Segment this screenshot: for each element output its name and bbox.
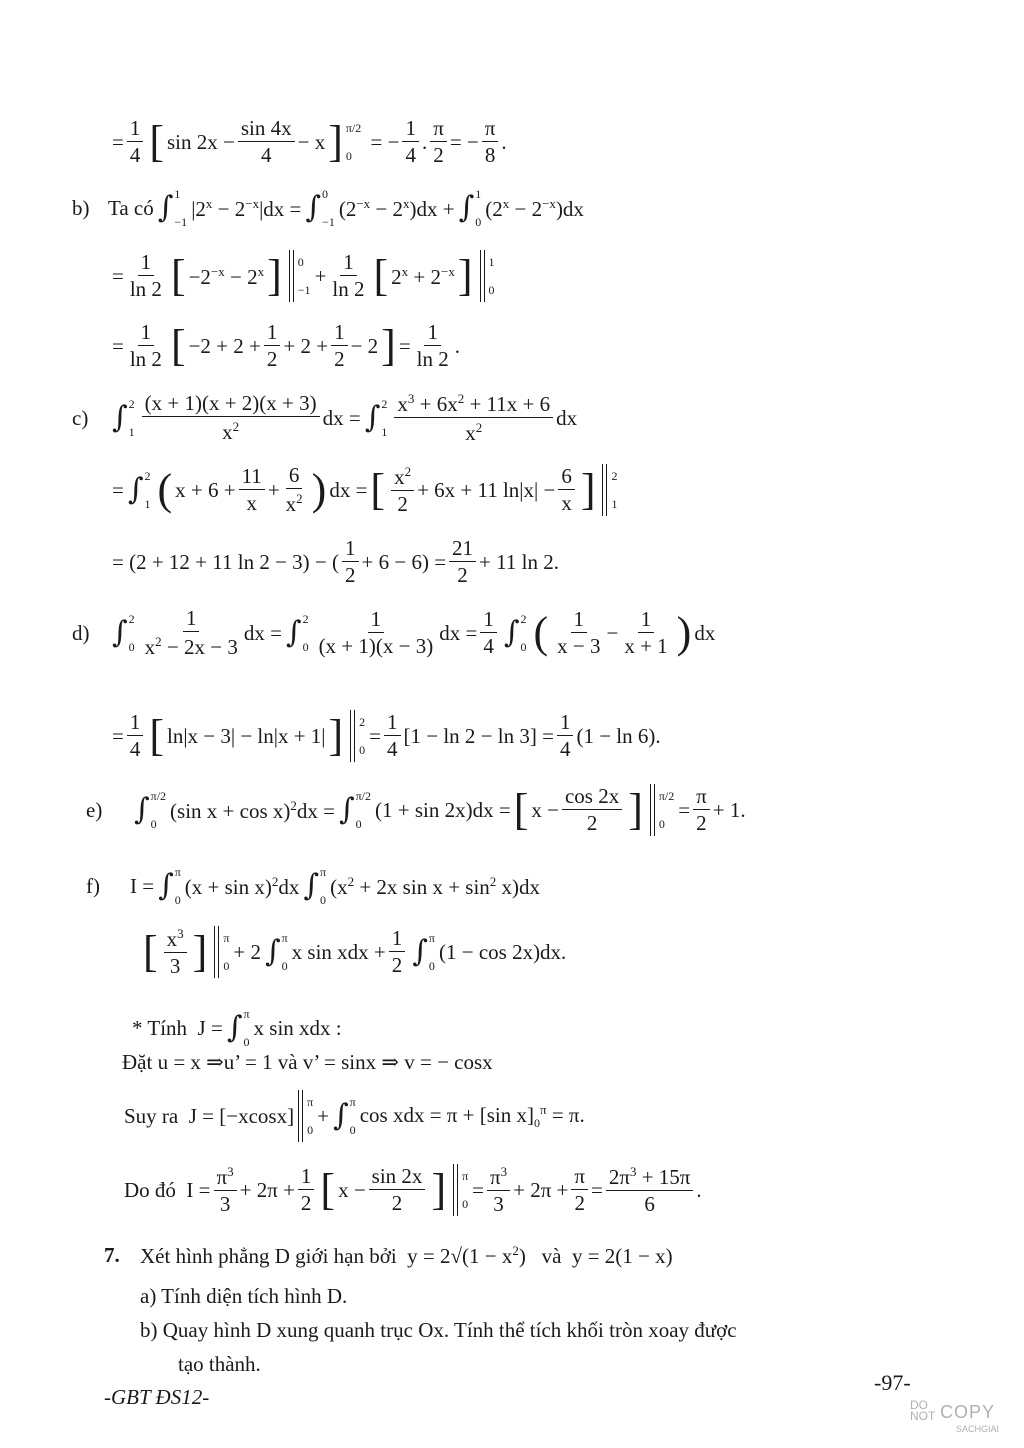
- book-code-footer: -GBT ĐS12-: [104, 1385, 210, 1409]
- part-f-line-4: Đặt u = x ⇒u’ = 1 và v’ = sinx ⇒ v = − cosx: [122, 1050, 493, 1074]
- exercise-7-part-a: a) Tính diện tích hình D.: [140, 1284, 348, 1308]
- part-c-line-2: = ∫ 2 1 ( x + 6 + $\frac{11}{x}$ + $\frac{6}{x^2}$ ) dx = [ $\frac{x^2}{2}$ + 6x + 11 ln|x| − $\frac{6}{x}$ ] 2 1: [112, 463, 618, 516]
- exercise-7-number: 7.: [104, 1243, 120, 1267]
- part-c-line-1: c) ∫ 2 1 $\frac{(x + 1)(x + 2)(x + 3)}{x^2}$ dx = ∫ 2 1 $\frac{x^3 + 6x^2 + 11x + 6}{x^2}$ dx: [72, 391, 578, 445]
- part-f-line-2: [ $\frac{x^3}{3}$ ] π 0 + 2 ∫ π 0 x sin xdx + $\frac{1}{2}$ ∫ π 0 (1 − cos 2x)dx.: [143, 926, 567, 978]
- part-e-line-1: e) ∫ π/2 0 (sin x + cos x)$^2$dx = ∫ π/2 0 (1 + sin 2x)dx = [ x − $\frac{\cos 2x}{2}$ ] π/2 0 = $\frac{\pi}{2}$ + 1.: [86, 784, 746, 835]
- part-d-line-2: = $\frac{1}{4}$ [ ln|x − 3| − ln|x + 1| ] 2 0 = $\frac{1}{4}$ [1 − ln 2 − ln 3] = $\frac{1}{4}$ (1 − ln 6).: [112, 710, 661, 761]
- exercise-7-part-b-cont: tạo thành.: [178, 1352, 261, 1376]
- part-b-line-3: = $\frac{1}{\ln 2}$ [ −2 + 2 + $\frac{1}{2}$ + 2 + $\frac{1}{2}$ − 2 ] = $\frac{1}{\ln 2}$ .: [112, 320, 460, 371]
- part-b-label: b): [72, 195, 90, 220]
- part-c-label: c): [72, 405, 89, 430]
- part-b-line-2: = $\frac{1}{\ln 2}$ [ $-2^{-x} - 2^x$ ] 0 −1 + $\frac{1}{\ln 2}$ [ $2^x + 2^{-x}$ ] 1 0: [112, 250, 495, 301]
- exercise-7-statement: 7. Xét hình phẳng D giới hạn bởi $y = 2√(1 - x^2)$ và y = 2(1 − x): [104, 1243, 673, 1268]
- part-f-line-1: f) I = ∫ π 0 $(x + \sin x)^2dx$ ∫ π 0 ($x^2 + 2x$ $\sin x + \sin^2 x)dx$: [86, 865, 541, 907]
- exercise-7-part-b: b) Quay hình D xung quanh trục Ox. Tính thể tích khối tròn xoay được: [140, 1318, 737, 1342]
- part-f-label: f): [86, 873, 100, 898]
- part-d-label: d): [72, 620, 90, 645]
- copy-watermark: DO NOT COPY SACHGIAI: [910, 1398, 1000, 1434]
- part-b-line-1: b) Ta có ∫ 1 −1 $|2^x - 2^{-x}|dx$ = ∫ 0 −1 $(2^{-x} - 2^x)dx$ + ∫ 1 0 $(2^x - 2^{-x})dx$: [72, 187, 584, 229]
- part-f-line-3: * Tính J = ∫ π 0 x sin xdx :: [132, 1007, 342, 1049]
- part-e-label: e): [86, 797, 103, 822]
- part-c-line-3: = (2 + 12 + 11 ln 2 − 3) − ( $\frac{1}{2}$ + 6 − 6) = $\frac{21}{2}$ + 11 ln 2.: [112, 536, 559, 587]
- part-f-line-5: Suy ra J = [−xcosx] π 0 + ∫ π 0 cos xdx = π + [sin $x]_0^\pi = \pi$.: [124, 1090, 585, 1142]
- part-f-line-6: Do đó I = $\frac{\pi^3}{3}$ + 2π + $\frac{1}{2}$ [ x − $\frac{\sin 2x}{2}$ ] π 0 = $\frac{\pi^3}{3}$ + 2π + $\frac{\pi}{2}$ = $\frac{2\pi^3 + 15\pi}{6}$ .: [124, 1164, 702, 1216]
- page-number: -97-: [874, 1370, 911, 1395]
- part-d-line-1: d) ∫ 2 0 $\frac{1}{x^2 - 2x - 3}$ dx = ∫ 2 0 $\frac{1}{(x + 1)(x - 3)}$ dx = $\frac{1}{4}$ ∫ 2 0 ( $\frac{1}{x - 3}$ − $\frac{1}{x + 1}$ ) dx: [72, 606, 716, 659]
- part-a-final-line: = $\frac{1}{4}$ [ sin 2x − $\frac{\sin 4x}{4}$ − x ] π/2 0 = − $\frac{1}{4}$ . $\frac{\pi}{2}$ = − $\frac{\pi}{8}$ .: [112, 116, 507, 167]
